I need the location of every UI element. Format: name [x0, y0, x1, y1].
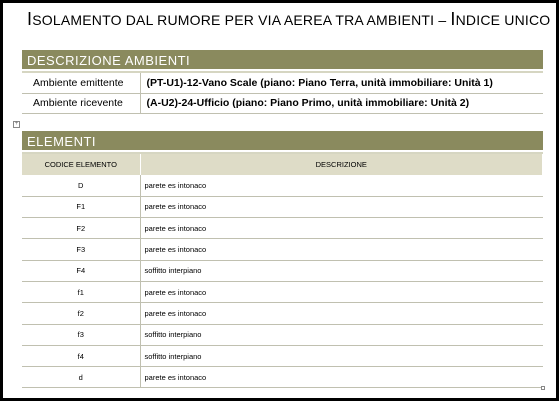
elementi-table — [22, 154, 543, 388]
ambiente-label: Ambiente emittente — [22, 73, 140, 93]
page-title — [27, 9, 550, 30]
descrizione-cell: soffitto interpiano — [140, 324, 543, 345]
title-text-1: SOLAMENTO DAL RUMORE PER VIA AEREA TRA AMBIENTI – — [32, 12, 451, 28]
descrizione-cell: parete es intonaco — [140, 218, 543, 239]
codice-elemento-cell: d — [22, 367, 140, 388]
codice-elemento-cell: D — [22, 175, 140, 196]
descrizione-cell: parete es intonaco — [140, 303, 543, 324]
codice-elemento-cell: F1 — [22, 196, 140, 217]
table-row — [22, 175, 543, 196]
table-row — [22, 324, 543, 345]
codice-elemento-cell: f3 — [22, 324, 140, 345]
table-row — [22, 260, 543, 281]
descrizione-cell: parete es intonaco — [140, 367, 543, 388]
codice-elemento-cell: F2 — [22, 218, 140, 239]
descrizione-ambienti-header: DESCRIZIONE AMBIENTI — [22, 50, 543, 71]
table-row — [22, 239, 543, 260]
elementi-section — [22, 131, 543, 388]
ambiente-value: (PT-U1)-12-Vano Scale (piano: Piano Terra, unità immobiliare: Unità 1) — [140, 73, 543, 93]
descrizione-cell: parete es intonaco — [140, 281, 543, 302]
codice-elemento-cell: F3 — [22, 239, 140, 260]
elementi-header: ELEMENTI — [22, 131, 543, 152]
table-resize-handle-icon[interactable] — [541, 386, 545, 390]
descrizione-cell: parete es intonaco — [140, 175, 543, 196]
table-row — [22, 93, 543, 113]
descrizione-table — [22, 73, 543, 114]
descrizione-cell: parete es intonaco — [140, 196, 543, 217]
table-row — [22, 281, 543, 302]
table-row — [22, 73, 543, 93]
descrizione-cell: parete es intonaco — [140, 239, 543, 260]
table-row — [22, 218, 543, 239]
table-row — [22, 196, 543, 217]
title-cap-2: I — [450, 9, 456, 29]
column-header-descrizione: DESCRIZIONE — [140, 154, 543, 175]
codice-elemento-cell: f2 — [22, 303, 140, 324]
table-header-row — [22, 154, 543, 175]
ambiente-label: Ambiente ricevente — [22, 93, 140, 113]
codice-elemento-cell: F4 — [22, 260, 140, 281]
table-row — [22, 367, 543, 388]
table-move-handle-icon[interactable]: + — [14, 121, 19, 127]
title-cap-1: I — [27, 9, 33, 29]
ambiente-value: (A-U2)-24-Ufficio (piano: Piano Primo, unità immobiliare: Unità 2) — [140, 93, 543, 113]
descrizione-cell: soffitto interpiano — [140, 345, 543, 366]
codice-elemento-cell: f1 — [22, 281, 140, 302]
table-row — [22, 303, 543, 324]
codice-elemento-cell: f4 — [22, 345, 140, 366]
title-text-2: NDICE UNICO — [455, 12, 551, 28]
column-header-codice: CODICE ELEMENTO — [22, 154, 140, 175]
descrizione-ambienti-section — [22, 50, 543, 114]
descrizione-cell: soffitto interpiano — [140, 260, 543, 281]
table-row — [22, 345, 543, 366]
